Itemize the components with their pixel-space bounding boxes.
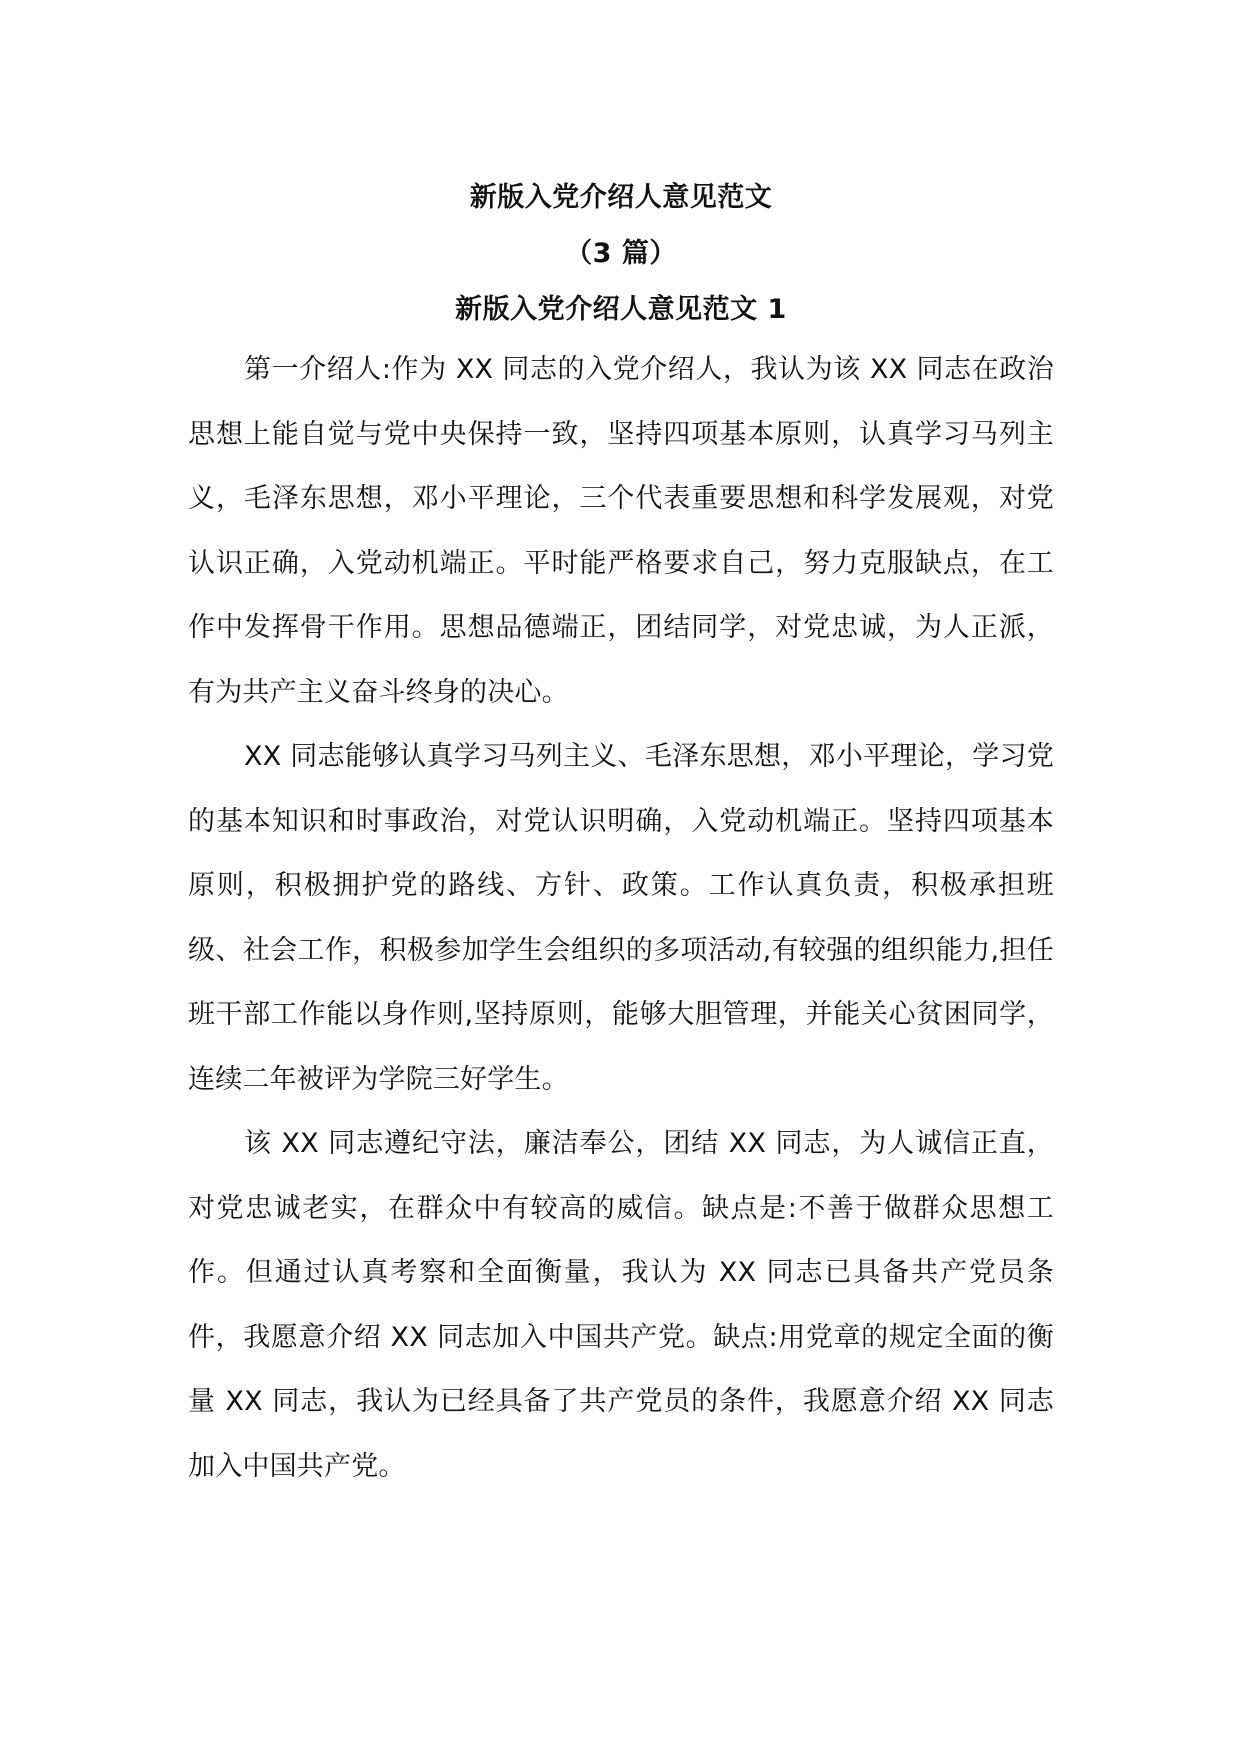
document-title: 新版入党介绍人意见范文: [469, 182, 773, 213]
document-count: （3 篇）: [565, 238, 677, 269]
paragraph: 第一介绍人:作为 XX 同志的入党介绍人，我认为该 XX 同志在政治思想上能自觉与党中央保持一致，坚持四项基本原则，认真学习马列主义，毛泽东思想，邓小平理论，三个代表重要思想和科学发展观，对党认识正确，入党动机端正。平时能严格要求自己，努力克服缺点，在工作中发挥骨干作用。思想品德端正，团结同学，对党忠诚，为人正派，有为共产主义奋斗终身的决心。: [188, 354, 1054, 708]
paragraph: XX 同志能够认真学习马列主义、毛泽东思想，邓小平理论，学习党的基本知识和时事政治，对党认识明确，入党动机端正。坚持四项基本原则，积极拥护党的路线、方针、政策。工作认真负责，积极承担班级、社会工作，积极参加学生会组织的多项活动,有较强的组织能力,担任班干部工作能以身作则,坚持原则，能够大胆管理，并能关心贫困同学，连续二年被评为学院三好学生。: [188, 741, 1054, 1095]
section-title: 新版入党介绍人意见范文 1: [455, 294, 787, 325]
document-page: [188, 170, 1054, 1499]
paragraph: 该 XX 同志遵纪守法，廉洁奉公，团结 XX 同志，为人诚信正直，对党忠诚老实，在群众中有较高的威信。缺点是:不善于做群众思想工作。但通过认真考察和全面衡量，我认为 XX 同志已具备共产党员条件，我愿意介绍 XX 同志加入中国共产党。缺点:用党章的规定全面的衡量 XX 同志，我认为已经具备了共产党员的条件，我愿意介绍 XX 同志加入中国共产党。: [188, 1128, 1054, 1482]
